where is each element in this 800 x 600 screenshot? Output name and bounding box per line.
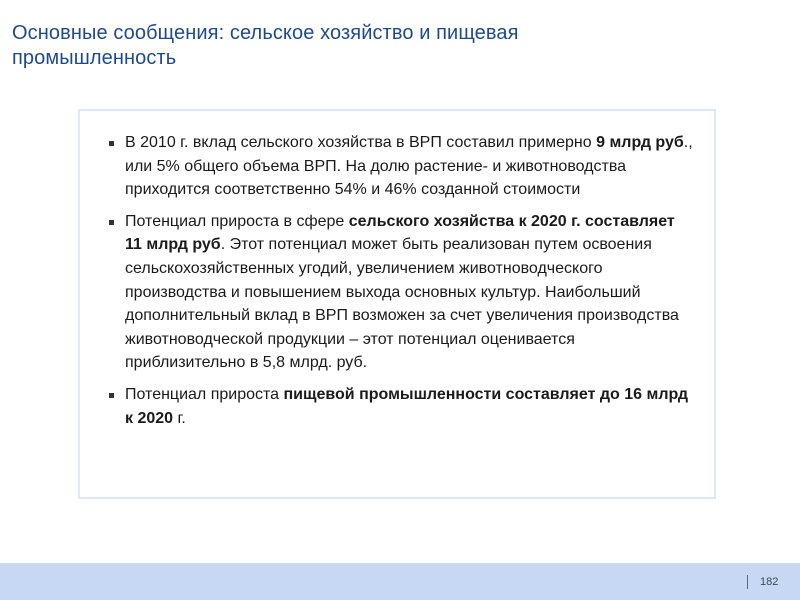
bullet-agriculture-potential: [106, 210, 696, 375]
page-number: 182: [760, 576, 779, 588]
bullet-highlight: сельского хозяйства к 2020 г. составляет 11 млрд руб: [125, 212, 675, 254]
bullet-list: [106, 131, 696, 438]
bullet-marker: [109, 220, 114, 225]
bullet-text: Потенциал прироста: [125, 385, 284, 403]
content-box: [78, 109, 716, 499]
bullet-text: ., или 5% общего объема ВРП. На долю растение- и животноводства приходится соответственно 54% и 46% созданной стоимости: [125, 134, 693, 199]
bullet-marker: [109, 393, 114, 398]
bullet-marker: [109, 141, 114, 146]
bullet-text: . Этот потенциал может быть реализован путем освоения сельскохозяйственных угодий, увеличением животноводческого производства и повышением выхода основных культур. Наибольший дополнительный вклад в ВРП возможен за счет увеличения производства животноводческой продукции – этот потенциал оценивается приблизительно в 5,8 млрд. руб.: [125, 236, 679, 372]
bullet-grp-contribution: [106, 131, 696, 202]
bullet-text: г.: [173, 409, 186, 427]
bullet-text: Потенциал прироста в сфере: [125, 212, 349, 230]
bullet-food-industry-potential: [106, 383, 696, 430]
footer-separator: [747, 575, 748, 589]
bullet-text: В 2010 г. вклад сельского хозяйства в ВРП составил примерно: [125, 134, 597, 151]
bullet-highlight: пищевой промышленности составляет до 16 млрд к 2020: [125, 385, 689, 427]
slide-title: Основные сообщения: сельское хозяйство и пищевая промышленность: [12, 22, 519, 69]
bullet-highlight: 9 млрд руб: [596, 134, 684, 151]
footer-band: [0, 563, 800, 600]
